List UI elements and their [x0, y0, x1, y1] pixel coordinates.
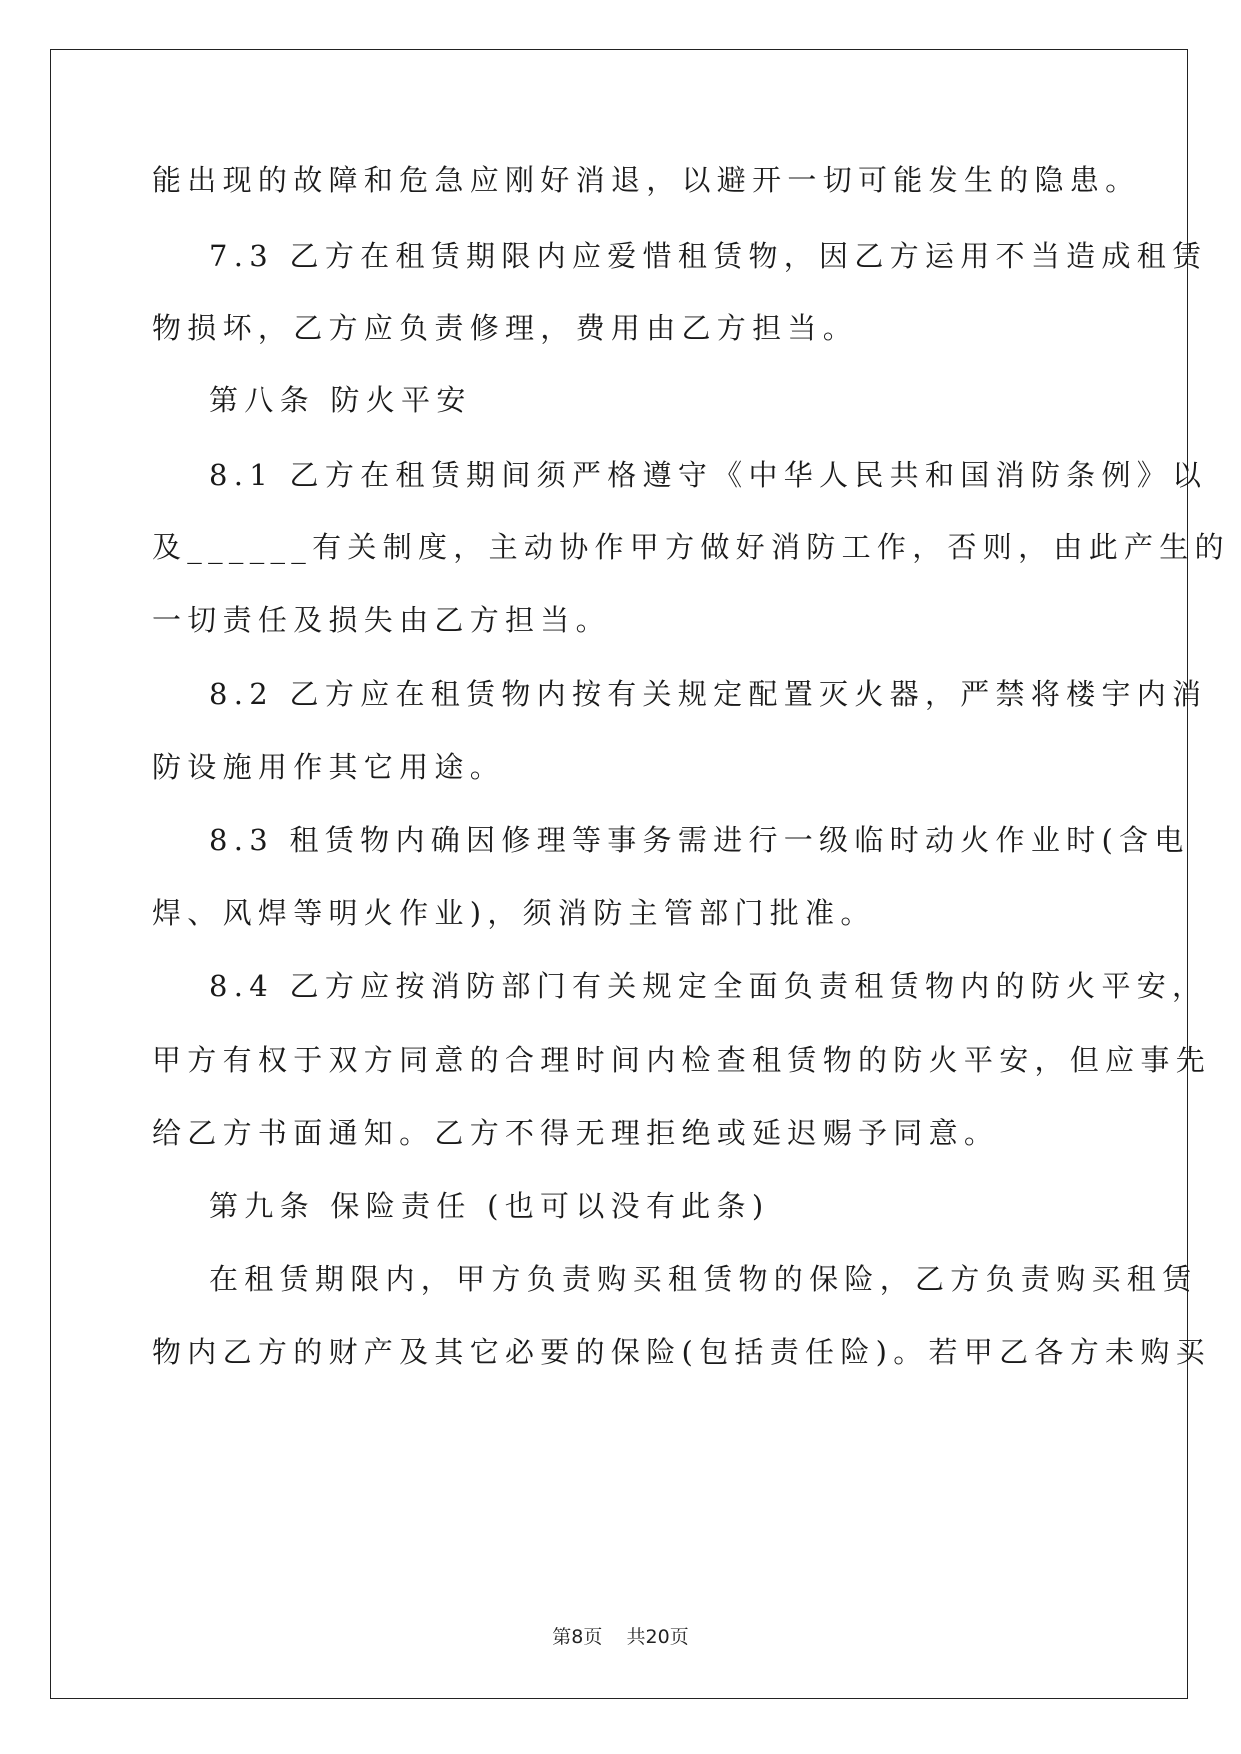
- paragraph-line: 7.3 乙方在租赁期限内应爱惜租赁物，因乙方运用不当造成租赁: [209, 239, 1208, 273]
- paragraph-line: 8.2 乙方应在租赁物内按有关规定配置灭火器，严禁将楼宇内消: [209, 677, 1208, 711]
- paragraph-line: 甲方有权于双方同意的合理时间内检查租赁物的防火平安，但应事先: [152, 1043, 1212, 1077]
- paragraph-line: 在租赁期限内，甲方负责购买租赁物的保险，乙方负责购买租赁: [209, 1262, 1198, 1296]
- footer-spacer: [602, 1626, 626, 1648]
- paragraph-line: 8.1 乙方在租赁期间须严格遵守《中华人民共和国消防条例》以: [209, 458, 1208, 492]
- section-heading: 第九条 保险责任 (也可以没有此条): [209, 1189, 770, 1223]
- section-heading: 第八条 防火平安: [209, 383, 472, 417]
- page-total: 共20页: [626, 1626, 689, 1648]
- paragraph-line: 防设施用作其它用途。: [152, 750, 506, 784]
- paragraph-line: 及______有关制度，主动协作甲方做好消防工作，否则，由此产生的: [152, 530, 1230, 564]
- paragraph-line: 8.3 租赁物内确因修理等事务需进行一级临时动火作业时(含电: [209, 823, 1190, 857]
- paragraph-line: 焊、风焊等明火作业)，须消防主管部门批准。: [152, 896, 876, 930]
- page-border: [50, 49, 1188, 1699]
- page-footer: [0, 1622, 1241, 1649]
- page-number: 第8页: [552, 1626, 603, 1648]
- paragraph-line: 一切责任及损失由乙方担当。: [152, 603, 611, 637]
- paragraph-line: 给乙方书面通知。乙方不得无理拒绝或延迟赐予同意。: [152, 1116, 1000, 1150]
- paragraph-line: 物内乙方的财产及其它必要的保险(包括责任险)。若甲乙各方未购买: [152, 1335, 1211, 1369]
- paragraph-line: 物损坏，乙方应负责修理，费用由乙方担当。: [152, 311, 859, 345]
- paragraph-line: 能出现的故障和危急应刚好消退，以避开一切可能发生的隐患。: [152, 163, 1141, 197]
- paragraph-line: 8.4 乙方应按消防部门有关规定全面负责租赁物内的防火平安，: [209, 969, 1208, 1003]
